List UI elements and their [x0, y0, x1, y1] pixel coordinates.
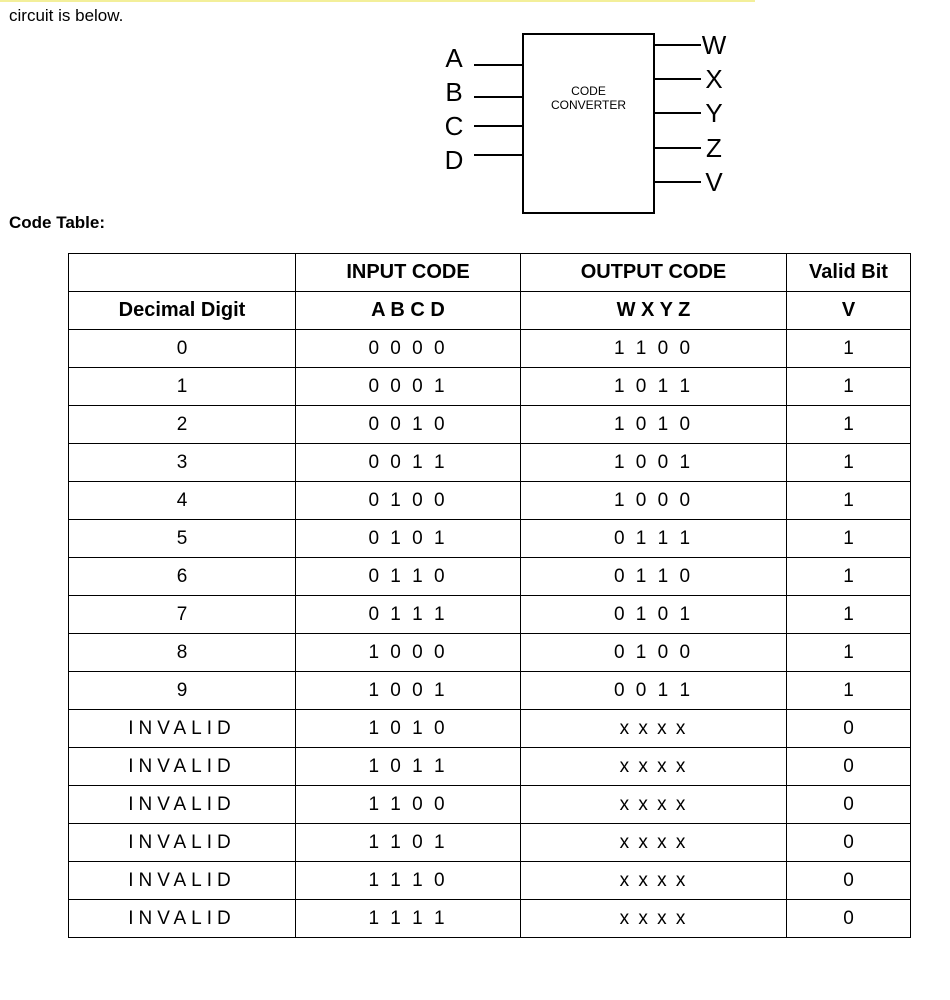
intro-text: circuit is below.: [9, 6, 124, 25]
cell-valid-bit: 0: [787, 824, 911, 862]
cell-decimal-digit: 5: [69, 520, 296, 558]
table-heading: Code Table:: [9, 213, 106, 232]
table-row: [69, 824, 911, 862]
cell-decimal-digit: 8: [69, 634, 296, 672]
header-cell-input-code: INPUT CODE: [296, 254, 521, 292]
header-cell-wxyz: W X Y Z: [521, 292, 787, 330]
cell-input-code: 0 1 1 1: [296, 596, 521, 634]
cell-decimal-digit: 7: [69, 596, 296, 634]
cell-valid-bit: 0: [787, 900, 911, 938]
cell-decimal-digit: INVALID: [69, 710, 296, 748]
cell-input-code: 1 0 0 1: [296, 672, 521, 710]
cell-output-code: 0 0 1 1: [521, 672, 787, 710]
cell-input-code: 0 1 1 0: [296, 558, 521, 596]
box-label-line1: CODE: [571, 84, 606, 98]
cell-output-code: x x x x: [521, 824, 787, 862]
cell-output-code: 0 1 1 0: [521, 558, 787, 596]
cell-valid-bit: 1: [787, 368, 911, 406]
table-row: [69, 444, 911, 482]
output-label-y: Y: [705, 98, 723, 128]
cell-output-code: 1 0 1 0: [521, 406, 787, 444]
table-row: [69, 634, 911, 672]
table-row: [69, 368, 911, 406]
output-label-w: W: [701, 30, 727, 60]
header-cell-decimal-digit: Decimal Digit: [69, 292, 296, 330]
highlight-rule: [0, 0, 755, 2]
table-row: [69, 672, 911, 710]
table-subheader-row: [69, 292, 911, 330]
cell-input-code: 0 0 0 1: [296, 368, 521, 406]
cell-input-code: 0 0 1 1: [296, 444, 521, 482]
cell-input-code: 1 1 0 0: [296, 786, 521, 824]
cell-valid-bit: 1: [787, 596, 911, 634]
table-row: [69, 710, 911, 748]
header-cell: [69, 254, 296, 292]
code-table: [68, 253, 911, 938]
cell-input-code: 1 1 1 1: [296, 900, 521, 938]
input-label-b: B: [445, 77, 463, 107]
cell-output-code: 1 0 0 1: [521, 444, 787, 482]
cell-decimal-digit: INVALID: [69, 862, 296, 900]
cell-input-code: 1 0 1 1: [296, 748, 521, 786]
output-wire: [655, 78, 701, 80]
cell-input-code: 1 1 0 1: [296, 824, 521, 862]
header-cell-abcd: A B C D: [296, 292, 521, 330]
cell-input-code: 1 0 0 0: [296, 634, 521, 672]
cell-decimal-digit: 9: [69, 672, 296, 710]
cell-valid-bit: 0: [787, 710, 911, 748]
cell-output-code: 1 0 1 1: [521, 368, 787, 406]
cell-valid-bit: 1: [787, 634, 911, 672]
input-label-a: A: [445, 43, 463, 73]
cell-decimal-digit: 6: [69, 558, 296, 596]
cell-output-code: x x x x: [521, 862, 787, 900]
cell-output-code: 0 1 1 1: [521, 520, 787, 558]
cell-output-code: x x x x: [521, 900, 787, 938]
cell-input-code: 0 1 0 1: [296, 520, 521, 558]
output-label-z: Z: [706, 133, 722, 163]
table-row: [69, 330, 911, 368]
cell-decimal-digit: 0: [69, 330, 296, 368]
cell-decimal-digit: INVALID: [69, 748, 296, 786]
cell-decimal-digit: 3: [69, 444, 296, 482]
input-wire: [474, 154, 522, 156]
input-wire: [474, 64, 522, 66]
cell-output-code: x x x x: [521, 786, 787, 824]
output-label-x: X: [705, 64, 723, 94]
output-wire: [655, 44, 701, 46]
cell-output-code: x x x x: [521, 748, 787, 786]
input-wire: [474, 125, 522, 127]
cell-output-code: 0 1 0 0: [521, 634, 787, 672]
table-row: [69, 748, 911, 786]
cell-valid-bit: 1: [787, 444, 911, 482]
cell-input-code: 0 1 0 0: [296, 482, 521, 520]
table-row: [69, 596, 911, 634]
header-cell-output-code: OUTPUT CODE: [521, 254, 787, 292]
cell-output-code: 1 1 0 0: [521, 330, 787, 368]
output-label-v: V: [705, 167, 723, 197]
cell-output-code: x x x x: [521, 710, 787, 748]
input-label-c: C: [444, 111, 464, 141]
output-wire: [655, 181, 701, 183]
cell-decimal-digit: INVALID: [69, 824, 296, 862]
table-row: [69, 482, 911, 520]
cell-valid-bit: 0: [787, 786, 911, 824]
table-row: [69, 558, 911, 596]
box-label-line2: CONVERTER: [550, 98, 627, 112]
cell-output-code: 0 1 0 1: [521, 596, 787, 634]
cell-valid-bit: 1: [787, 672, 911, 710]
table-row: [69, 862, 911, 900]
table-row: [69, 520, 911, 558]
cell-valid-bit: 0: [787, 862, 911, 900]
cell-valid-bit: 1: [787, 330, 911, 368]
output-wire: [655, 112, 701, 114]
cell-input-code: 0 0 1 0: [296, 406, 521, 444]
code-converter-box: [522, 33, 655, 214]
input-wire: [474, 96, 522, 98]
table-row: [69, 786, 911, 824]
table-header-row: [69, 254, 911, 292]
cell-valid-bit: 0: [787, 748, 911, 786]
cell-valid-bit: 1: [787, 406, 911, 444]
table-row: [69, 900, 911, 938]
box-label: [524, 84, 653, 112]
cell-valid-bit: 1: [787, 520, 911, 558]
cell-decimal-digit: INVALID: [69, 900, 296, 938]
cell-input-code: 1 0 1 0: [296, 710, 521, 748]
output-wire: [655, 147, 701, 149]
cell-input-code: 1 1 1 0: [296, 862, 521, 900]
cell-valid-bit: 1: [787, 558, 911, 596]
cell-valid-bit: 1: [787, 482, 911, 520]
cell-decimal-digit: 1: [69, 368, 296, 406]
cell-output-code: 1 0 0 0: [521, 482, 787, 520]
input-label-d: D: [444, 145, 464, 175]
cell-decimal-digit: 4: [69, 482, 296, 520]
cell-decimal-digit: INVALID: [69, 786, 296, 824]
cell-input-code: 0 0 0 0: [296, 330, 521, 368]
header-cell-v: V: [787, 292, 911, 330]
table-row: [69, 406, 911, 444]
cell-decimal-digit: 2: [69, 406, 296, 444]
header-cell-valid-bit: Valid Bit: [787, 254, 911, 292]
